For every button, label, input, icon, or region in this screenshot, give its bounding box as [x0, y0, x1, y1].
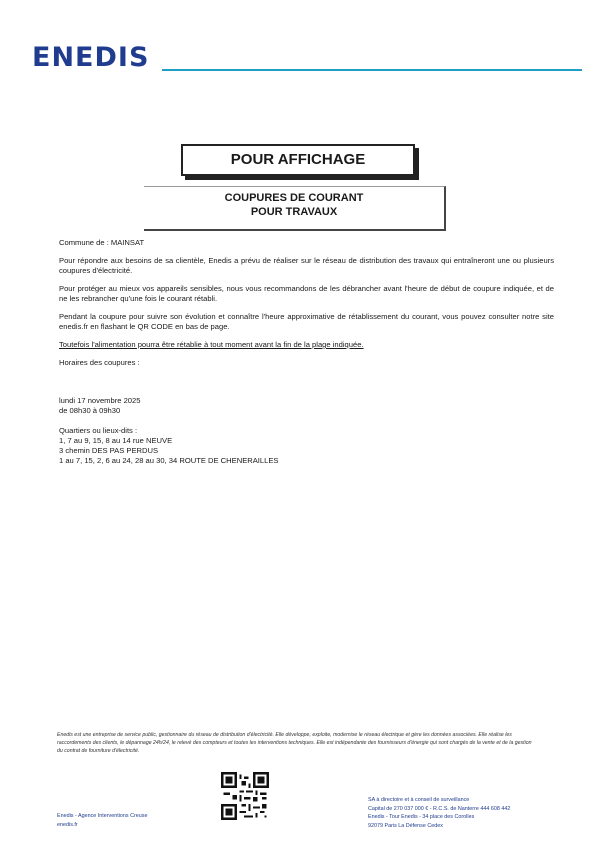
- footer-left: [57, 812, 148, 830]
- warning: Toutefois l'alimentation pourra être rétablie à tout moment avant la fin de la plage indiquée.: [59, 340, 364, 349]
- notice-body: [59, 238, 554, 466]
- qr-code-icon[interactable]: [221, 772, 269, 820]
- legal-line-1: SA à directoire et à conseil de surveillance: [368, 797, 470, 803]
- legal-line-2: Capital de 270 037 000 € - R.C.S. de Nanterre 444 608 442: [368, 805, 511, 812]
- commune: Commune de : MAINSAT: [59, 238, 145, 247]
- pour-affichage-title: POUR AFFICHAGE: [181, 144, 415, 176]
- footer-right: [368, 796, 510, 830]
- subtitle-box: [144, 186, 446, 231]
- agency-name: Enedis - Agence Interventions Creuse: [57, 813, 148, 819]
- paragraph-3: Pendant la coupure pour suivre son évolution et connaître l'heure approximative de rétablissement du courant, vous pouvez consulter notre site enedis.fr en flashant le QR CODE en bas de page.: [59, 312, 554, 331]
- header-line: [162, 69, 582, 71]
- paragraph-1: Pour répondre aux besoins de sa clientèle, Enedis a prévu de réaliser sur le réseau de distribution des travaux qui entraîneront une ou plusieurs coupures d'électricité.: [59, 256, 554, 275]
- footnote: Enedis est une entreprise de service public, gestionnaire du réseau de distribution d'électricité. Elle développe, exploite, modernise le réseau électrique et gère les données associées. Elle réalise les raccordements des clients, le dépannage 24h/24, le relevé des compteurs et toutes les interventions techniques. Elle est indépendante des fournisseurs d'énergie qui sont chargés de la vente et de la gestion du contrat de fourniture d'électricité.: [57, 732, 532, 754]
- quartiers-label: Quartiers ou lieux-dits :: [59, 426, 138, 435]
- location-1: 1, 7 au 9, 15, 8 au 14 rue NEUVE: [59, 436, 173, 445]
- subtitle-line-2: POUR TRAVAUX: [250, 206, 338, 218]
- cut-date: lundi 17 novembre 2025: [59, 396, 141, 405]
- website-link[interactable]: enedis.fr: [57, 822, 78, 828]
- location-3: 1 au 7, 15, 2, 6 au 24, 28 au 30, 34 ROUTE DE CHENERAILLES: [59, 456, 279, 465]
- enedis-logo: ENEDIS: [32, 42, 150, 73]
- cut-time: de 08h30 à 09h30: [59, 406, 121, 415]
- location-2: 3 chemin DES PAS PERDUS: [59, 446, 159, 455]
- horaires-label: Horaires des coupures :: [59, 358, 140, 367]
- schedule: [59, 396, 554, 466]
- subtitle-line-1: COUPURES DE COURANT: [224, 192, 364, 204]
- legal-line-3: Enedis - Tour Enedis - 34 place des Corolles: [368, 814, 475, 820]
- paragraph-2: Pour protéger au mieux vos appareils sensibles, nous vous recommandons de les débrancher avant l'heure de début de coupure indiquée, et de ne les rebrancher qu'une fois le courant rétabli.: [59, 284, 554, 303]
- legal-line-4: 92079 Paris La Défense Cedex: [368, 822, 443, 829]
